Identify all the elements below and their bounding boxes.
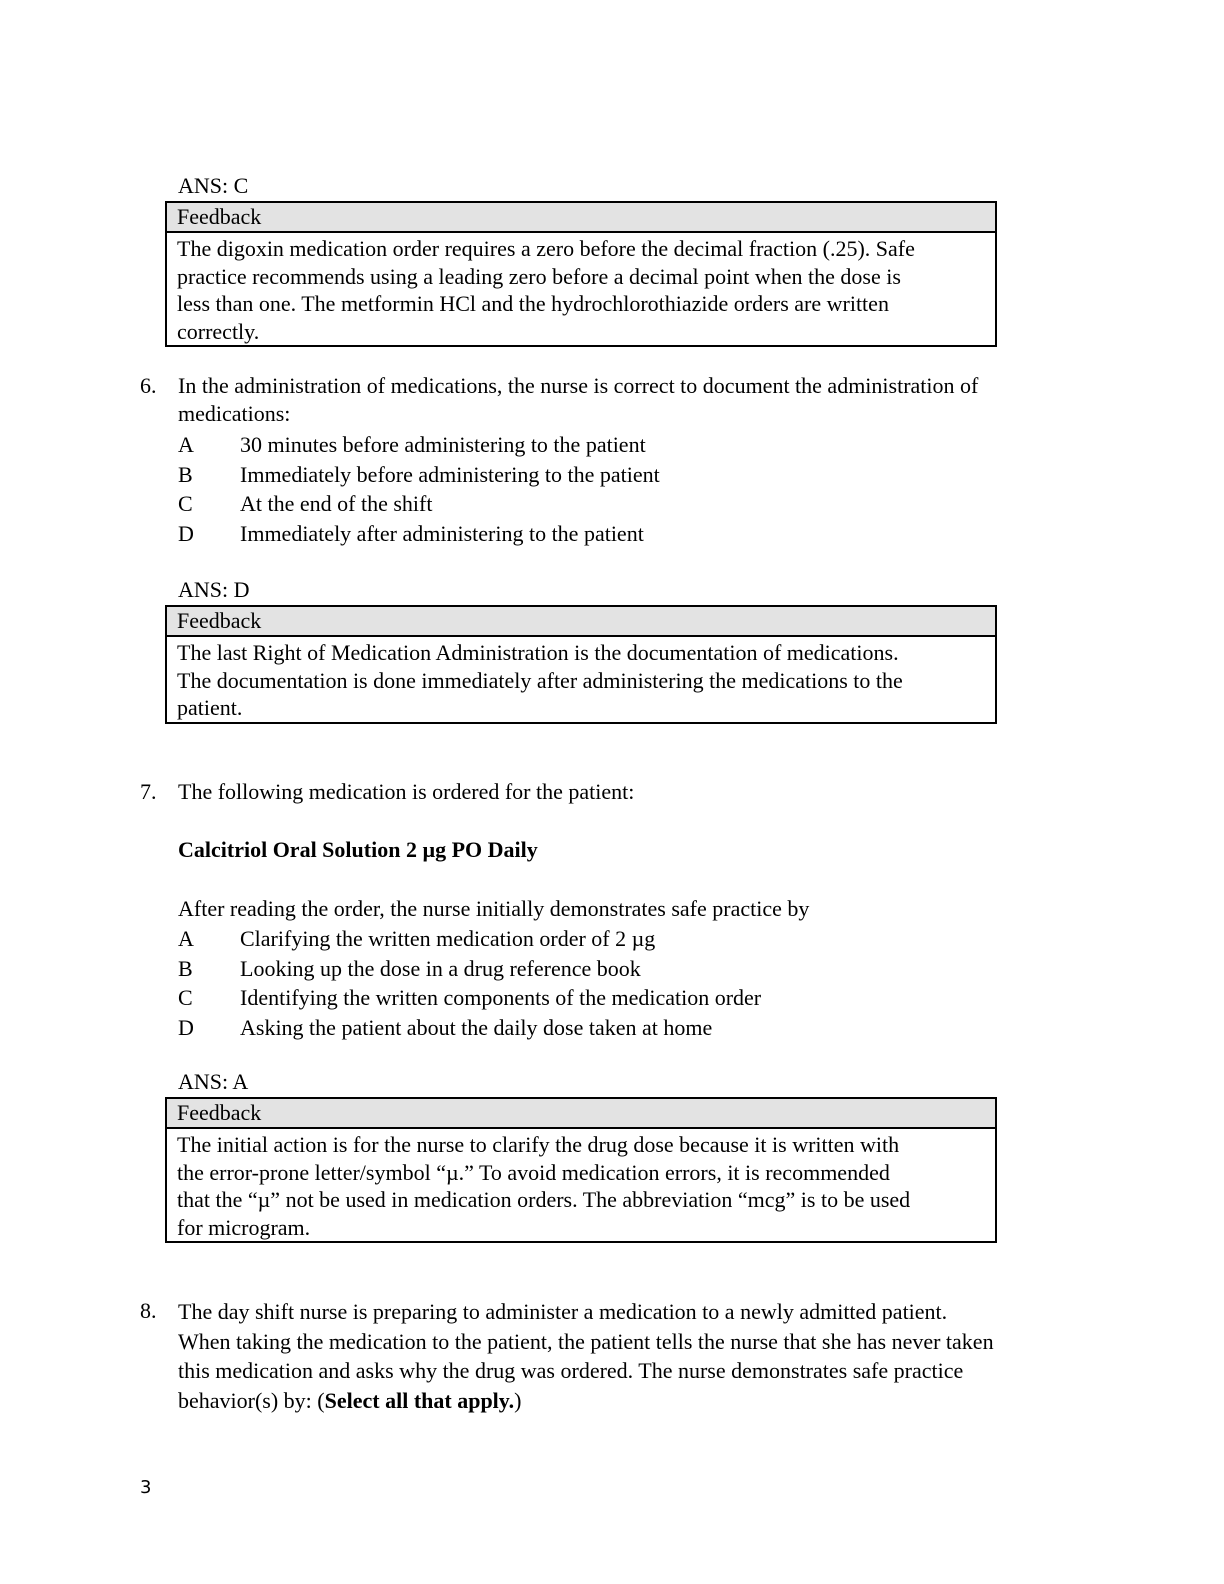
answer-q6: ANS: D — [178, 577, 250, 602]
stem-line: this medication and asks why the drug was ordered. The nurse demonstrates safe practice — [178, 1358, 964, 1383]
feedback-line: correctly. — [177, 318, 260, 344]
option-letter: C — [178, 985, 193, 1010]
prompt-text: After reading the order, the nurse initially demonstrates safe practice by — [178, 896, 810, 921]
option-b — [178, 460, 1070, 490]
question-number: 7. — [140, 779, 157, 804]
feedback-line: patient. — [177, 695, 243, 720]
stem-line: In the administration of medications, the nurse is correct to document the administration of — [178, 373, 979, 398]
feedback-box-q6 — [165, 605, 997, 724]
option-text: Identifying the written components of the medication order — [240, 985, 762, 1010]
feedback-line: The digoxin medication order requires a zero before the decimal fraction (.25). Safe — [177, 236, 915, 261]
feedback-box-q5 — [165, 201, 997, 347]
options-list — [178, 924, 1078, 1042]
feedback-body — [167, 637, 995, 722]
feedback-box-q7 — [165, 1097, 997, 1243]
answer-q7: ANS: A — [178, 1069, 249, 1094]
feedback-line: that the “µ” not be used in medication orders. The abbreviation “mcg” is to be used — [177, 1187, 911, 1212]
option-c — [178, 489, 1070, 519]
stem-suffix: ) — [514, 1387, 522, 1413]
feedback-header: Feedback — [167, 203, 995, 233]
feedback-line: The initial action is for the nurse to clarify the drug dose because it is written with — [177, 1132, 900, 1157]
option-letter: B — [178, 461, 193, 487]
stem-line: When taking the medication to the patient, the patient tells the nurse that she has never taken — [178, 1328, 994, 1354]
option-text: Immediately after administering to the patient — [240, 520, 644, 546]
feedback-line: practice recommends using a leading zero before a decimal point when the dose is — [177, 263, 901, 289]
page-number: 3 — [140, 1477, 152, 1498]
feedback-body — [167, 1129, 995, 1241]
question-prompt — [178, 895, 1078, 1042]
option-d — [178, 519, 1070, 549]
question-number: 8. — [140, 1298, 157, 1323]
answer-q5: ANS: C — [178, 173, 249, 198]
feedback-header: Feedback — [167, 607, 995, 637]
option-text: 30 minutes before administering to the patient — [240, 432, 646, 457]
option-b — [178, 954, 1078, 984]
stem-line — [178, 1386, 1070, 1416]
feedback-line: less than one. The metformin HCl and the hydrochlorothiazide orders are written — [177, 291, 889, 316]
option-letter: A — [178, 432, 194, 457]
option-text: Clarifying the written medication order of 2 µg — [240, 926, 656, 951]
feedback-line: The documentation is done immediately after administering the medications to the — [177, 667, 903, 693]
option-a — [178, 430, 1070, 460]
question-stem: The following medication is ordered for the patient: — [178, 779, 635, 804]
option-letter: B — [178, 955, 193, 981]
option-text: At the end of the shift — [240, 491, 433, 516]
stem-line: medications: — [178, 401, 291, 426]
question-stem — [178, 1297, 1070, 1415]
option-text: Immediately before administering to the patient — [240, 461, 660, 487]
stem-line: The day shift nurse is preparing to administer a medication to a newly admitted patient. — [178, 1299, 948, 1324]
option-c — [178, 983, 1078, 1013]
question-8 — [140, 1297, 1070, 1415]
option-a — [178, 924, 1078, 954]
option-letter: C — [178, 491, 193, 516]
option-d — [178, 1013, 1078, 1043]
question-6 — [140, 372, 1070, 548]
feedback-line: for microgram. — [177, 1214, 311, 1240]
option-letter: D — [178, 520, 194, 546]
options-list — [178, 430, 1070, 548]
feedback-line: the error-prone letter/symbol “µ.” To avoid medication errors, it is recommended — [177, 1159, 890, 1185]
question-7 — [140, 778, 1070, 806]
medication-order: Calcitriol Oral Solution 2 µg PO Daily — [178, 837, 538, 862]
question-stem — [178, 372, 1070, 428]
select-all-instruction: Select all that apply. — [324, 1387, 515, 1413]
option-letter: A — [178, 926, 194, 951]
option-text: Asking the patient about the daily dose taken at home — [240, 1014, 713, 1040]
feedback-header: Feedback — [167, 1099, 995, 1129]
question-number: 6. — [140, 373, 157, 398]
stem-prefix: behavior(s) by: ( — [178, 1387, 325, 1413]
option-text: Looking up the dose in a drug reference book — [240, 955, 641, 981]
feedback-line: The last Right of Medication Administration is the documentation of medications. — [177, 640, 899, 665]
feedback-body — [167, 233, 995, 345]
option-letter: D — [178, 1014, 194, 1040]
